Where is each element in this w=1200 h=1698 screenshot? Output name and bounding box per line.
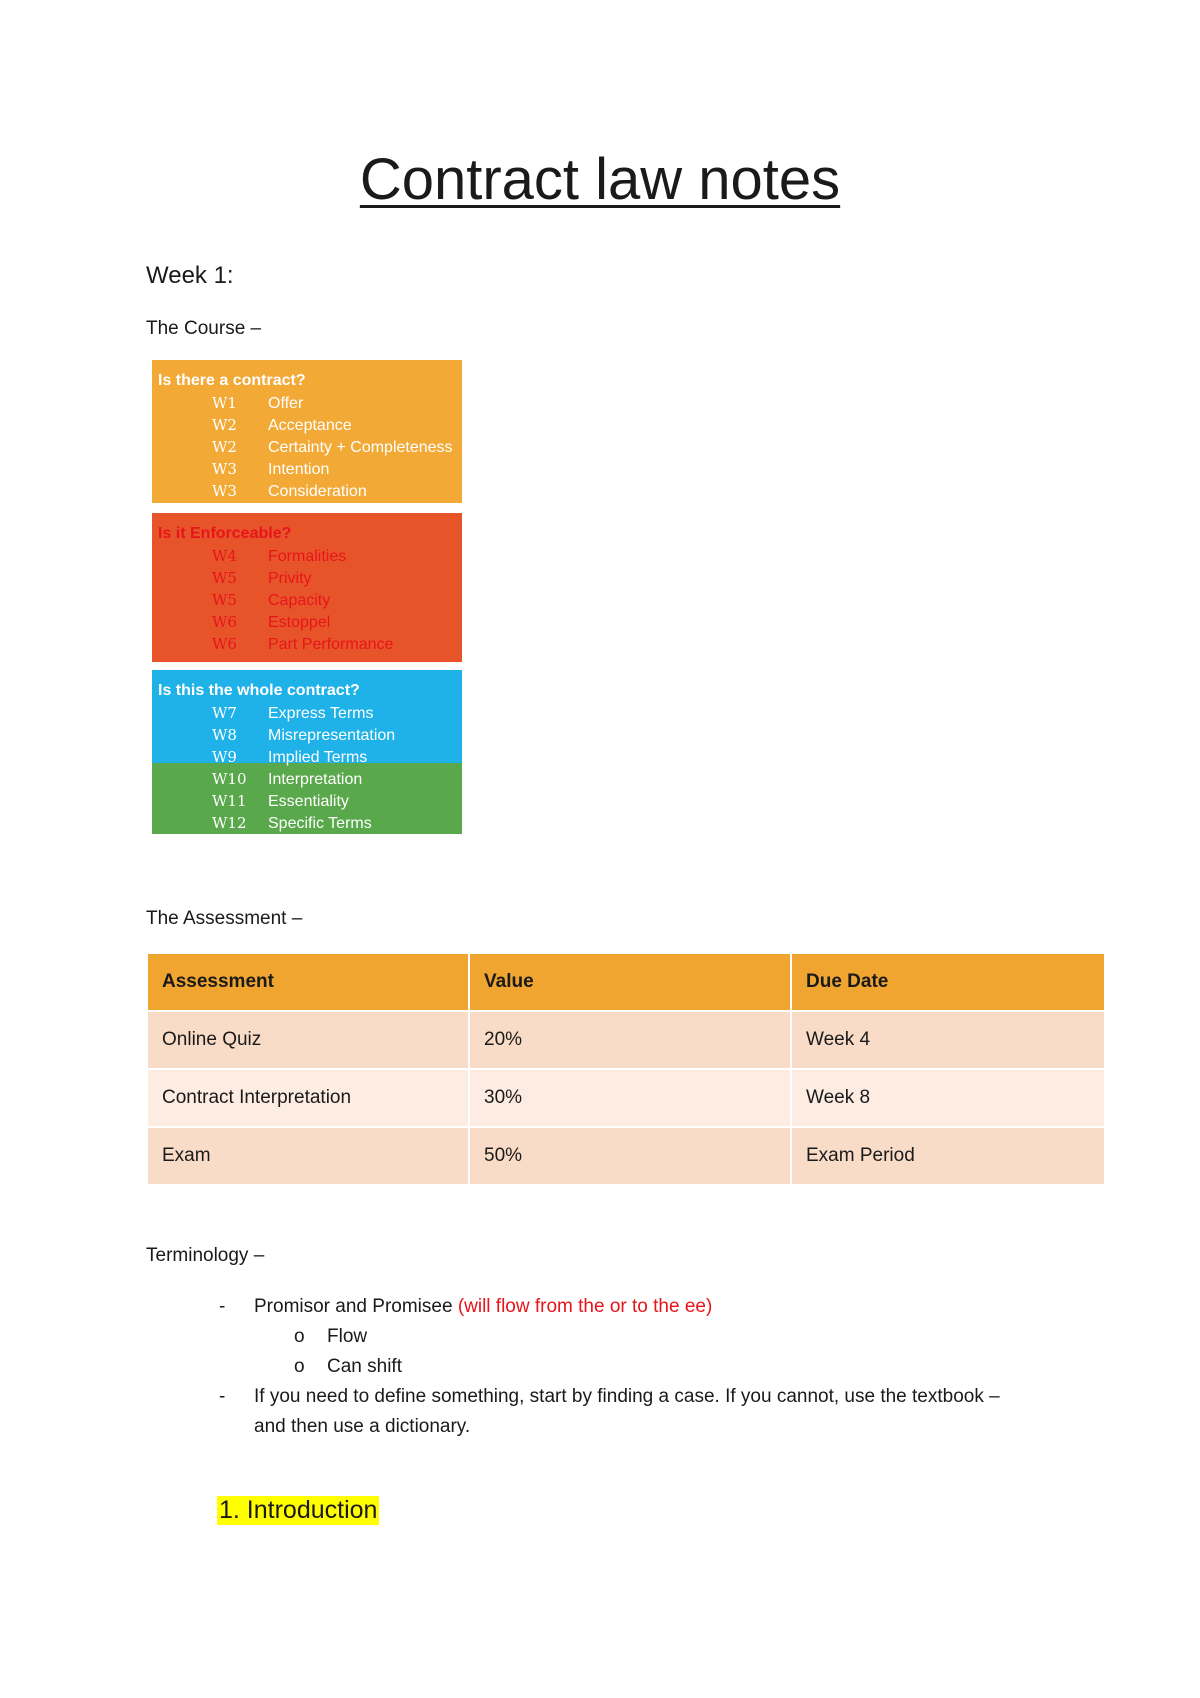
circle-bullet: o [294,1356,305,1377]
course-item: W9 Implied Terms [212,748,368,766]
dash-bullet: - [219,1296,226,1317]
assessment-table [146,952,1106,1186]
course-item: W10 Interpretation [212,770,363,788]
table-header-cell: Value [470,954,790,1010]
table-cell: 20% [470,1012,790,1068]
course-item: W12 Specific Terms [212,814,372,832]
course-group-whole-contract [152,670,462,834]
document-title: Contract law notes [359,147,841,212]
course-item: W3 Consideration [212,482,367,500]
course-item: W7 Express Terms [212,704,374,722]
course-item: W6 Estoppel [212,613,331,631]
course-group-enforceable [152,513,462,662]
course-group-contract [152,360,462,503]
list-item-continuation: and then use a dictionary. [254,1416,471,1437]
list-item: Promisor and Promisee (will flow from the or to the ee) [254,1296,713,1317]
highlight-note: (will flow from the or to the ee) [457,1296,713,1317]
course-item: W3 Intention [212,460,330,478]
sub-list-item: Flow [327,1326,368,1347]
course-overview-graphic [152,360,462,834]
course-item: W2 Certainty + Completeness [212,438,453,456]
course-item: W2 Acceptance [212,416,352,434]
table-cell: Exam Period [792,1128,1104,1184]
dash-bullet: - [219,1386,226,1407]
list-item: If you need to define something, start by finding a case. If you cannot, use the textbook – [254,1386,1000,1407]
course-item: W5 Privity [212,569,312,587]
table-row [148,1012,1104,1068]
section-heading-introduction: 1. Introduction [219,1496,378,1524]
course-item: W1 Offer [212,394,304,412]
table-cell: 30% [470,1070,790,1126]
table-header-cell: Assessment [148,954,468,1010]
course-item: W4 Formalities [212,547,347,565]
table-cell: Week 4 [792,1012,1104,1068]
course-group-heading: Is there a contract? [158,372,306,389]
course-group-heading: Is it Enforceable? [158,525,292,542]
table-header-cell: Due Date [792,954,1104,1010]
table-cell: Week 8 [792,1070,1104,1126]
course-label: The Course – [146,318,262,339]
course-item: W6 Part Performance [212,635,394,653]
table-row [148,1070,1104,1126]
table-cell: Contract Interpretation [148,1070,468,1126]
week-heading: Week 1: [146,262,234,289]
table-cell: 50% [470,1128,790,1184]
terminology-label: Terminology – [146,1245,265,1266]
table-cell: Exam [148,1128,468,1184]
sub-list-item: Can shift [327,1356,402,1377]
course-item: W11 Essentiality [212,792,349,810]
course-item: W8 Misrepresentation [212,726,396,744]
assessment-label: The Assessment – [146,908,303,929]
course-group-heading: Is this the whole contract? [158,682,360,699]
table-row [148,1128,1104,1184]
circle-bullet: o [294,1326,305,1347]
table-cell: Online Quiz [148,1012,468,1068]
course-item: W5 Capacity [212,591,331,609]
table-header-row [148,954,1104,1010]
